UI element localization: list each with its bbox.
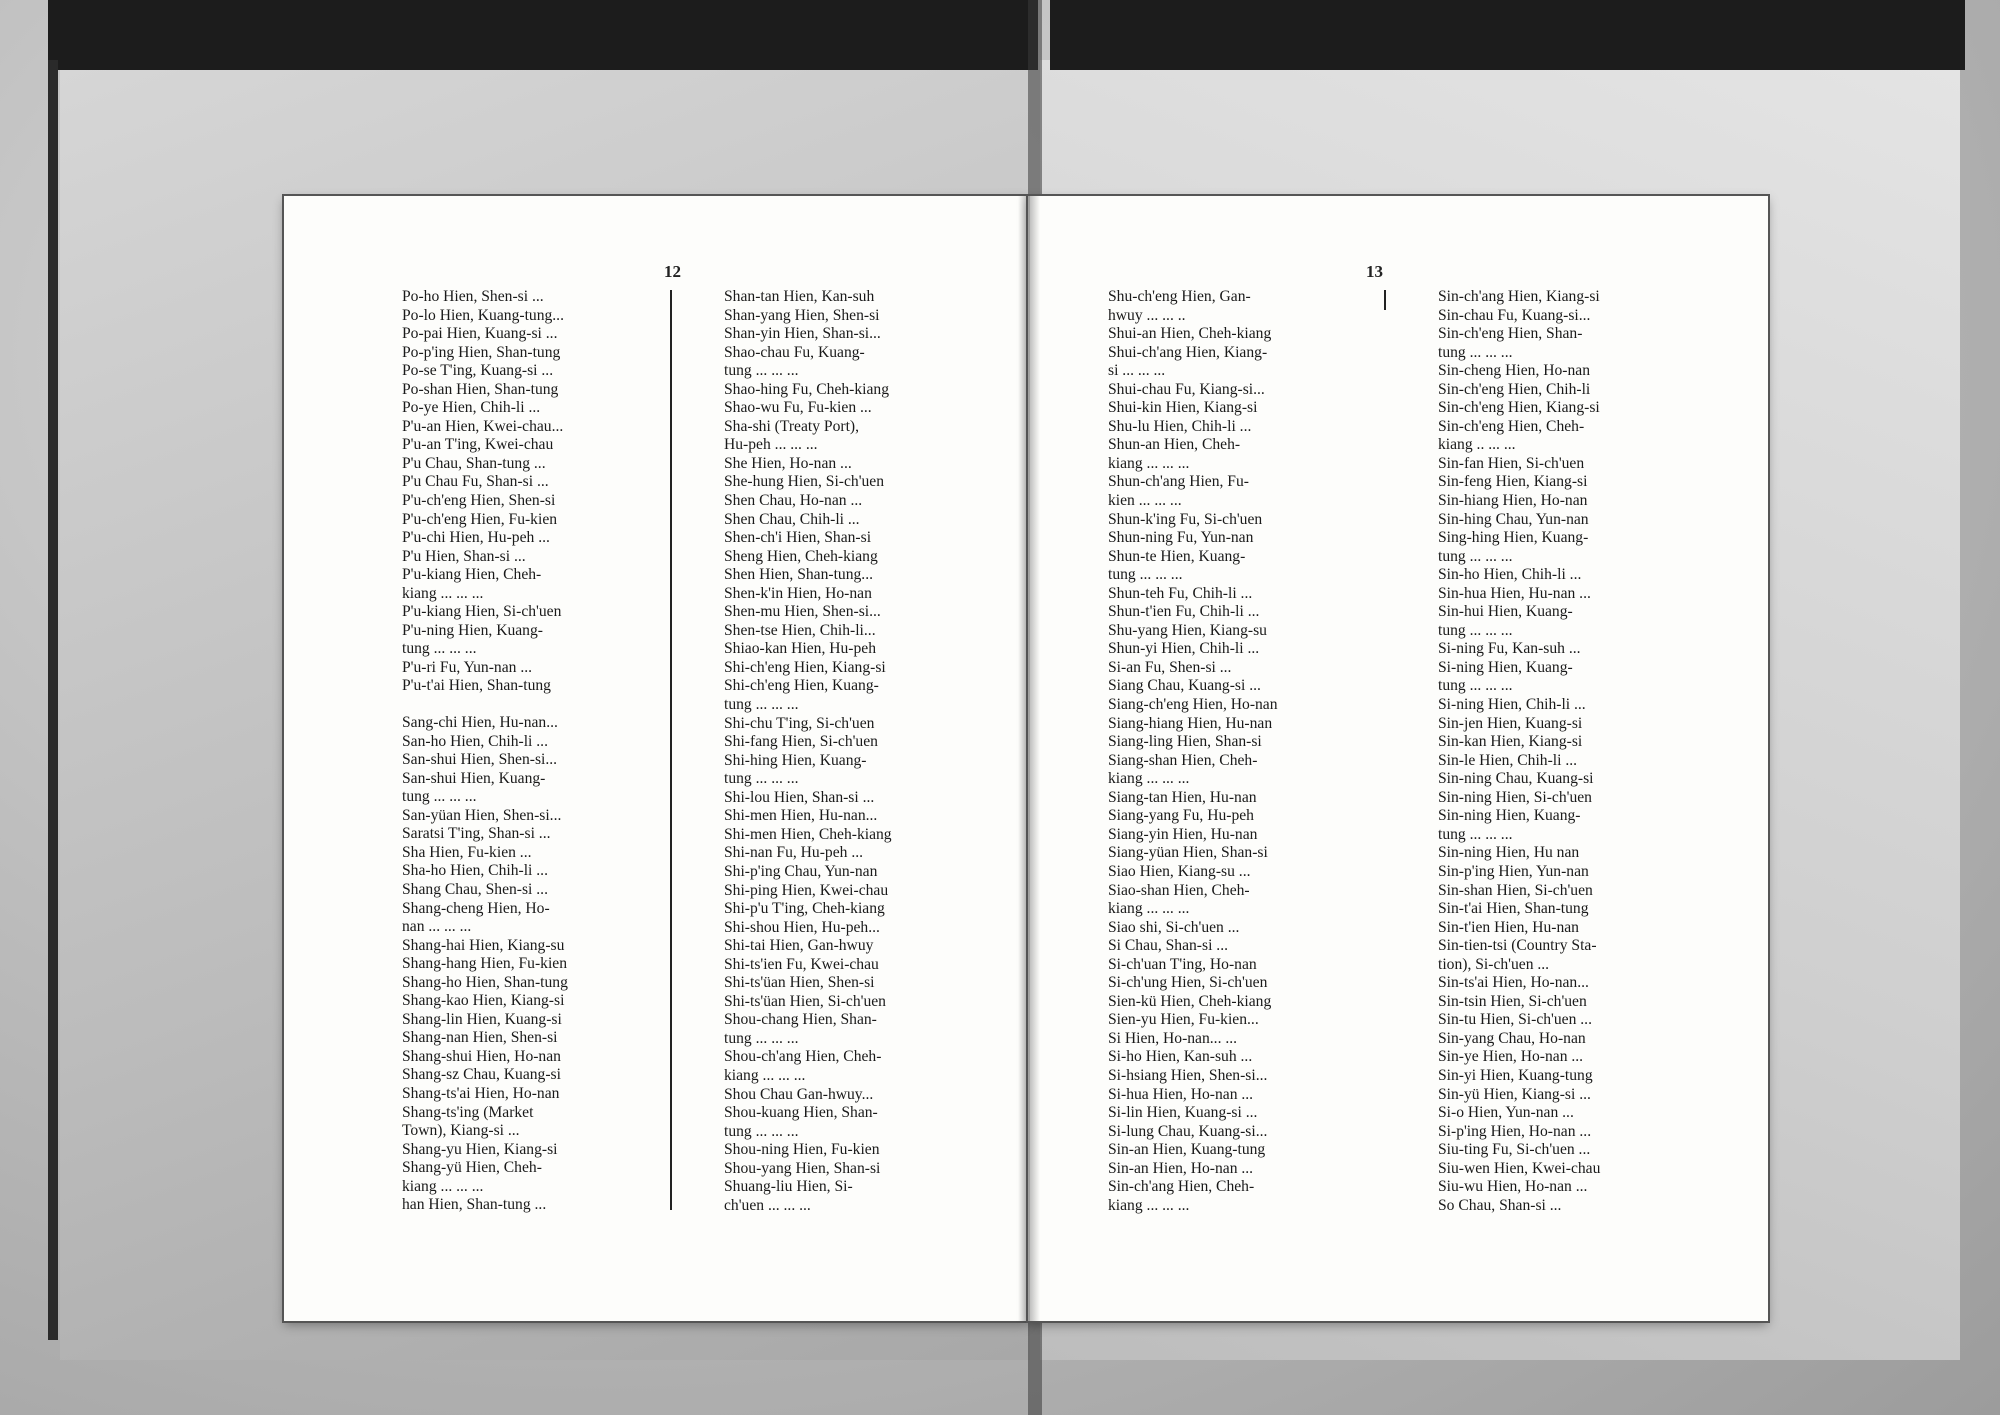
index-entry: Shang-ts'ing (Market	[402, 1103, 534, 1121]
index-entry: Shui-ch'ang Hien, Kiang-	[1108, 343, 1268, 361]
index-entry: Sheng Hien, Cheh-kiang	[724, 547, 878, 565]
index-entry: Po-lo Hien, Kuang-tung...	[402, 306, 564, 324]
index-entry: Si-p'ing Hien, Ho-nan ...	[1438, 1122, 1592, 1140]
index-entry: nan ... ... ...	[402, 918, 472, 936]
index-entry: Sien-kü Hien, Cheh-kiang	[1108, 992, 1272, 1010]
index-entry: Si-ch'ung Hien, Si-ch'uen	[1108, 974, 1268, 992]
index-entry: Siang-yin Hien, Hu-nan	[1108, 825, 1258, 843]
index-entry: Si-ho Hien, Kan-suh ...	[1108, 1048, 1253, 1066]
index-entry: Siao shi, Si-ch'uen ...	[1108, 918, 1240, 936]
index-entry: Shi-hing Hien, Kuang-	[724, 751, 867, 769]
index-entry: Sin-ch'eng Hien, Cheh-	[1438, 417, 1585, 435]
index-entry: Siao-shan Hien, Cheh-	[1108, 881, 1250, 899]
index-entry: P'u-ning Hien, Kuang-	[402, 621, 543, 639]
index-entry: Po-ye Hien, Chih-li ...	[402, 399, 541, 417]
index-entry: tung ... ... ...	[724, 696, 799, 714]
index-entry: Shi-ts'üan Hien, Si-ch'uen	[724, 992, 886, 1010]
index-entry: hwuy ... ... ..	[1108, 306, 1186, 324]
index-entry: tung ... ... ...	[1438, 547, 1513, 565]
index-entry: Shan-yang Hien, Shen-si	[724, 306, 880, 324]
page-number-right: 13	[1366, 262, 1383, 281]
index-entry: Sin-ch'eng Hien, Chih-li	[1438, 380, 1591, 398]
index-entry: Sin-hua Hien, Hu-nan ...	[1438, 584, 1591, 602]
index-entry: Hu-peh ... ... ...	[724, 436, 818, 454]
index-entry: Po-pai Hien, Kuang-si ...	[402, 325, 558, 343]
index-entry: Siang-shan Hien, Cheh-	[1108, 751, 1258, 769]
index-entry: Shi-p'u T'ing, Cheh-kiang	[724, 900, 885, 918]
index-column-4	[1438, 288, 1663, 1215]
index-entry: Sin-t'ien Hien, Hu-nan	[1438, 918, 1579, 936]
index-entry: Sin-tien-tsi (Country Sta-	[1438, 937, 1597, 955]
index-entry: si ... ... ...	[1108, 362, 1166, 380]
index-entry: Shu-yang Hien, Kiang-su	[1108, 621, 1267, 639]
column-rule-left	[670, 290, 672, 1210]
index-entry: Shang-lin Hien, Kuang-si	[402, 1010, 562, 1028]
index-entry: Siang-yüan Hien, Shan-si	[1108, 844, 1268, 862]
scan-border-top-left	[48, 0, 1038, 70]
index-entry: San-ho Hien, Chih-li ...	[402, 732, 548, 750]
index-entry: Shen Chau, Ho-nan ...	[724, 492, 863, 510]
index-entry: Sin-yi Hien, Kuang-tung	[1438, 1066, 1593, 1084]
index-entry: Shi-p'ing Chau, Yun-nan	[724, 862, 878, 880]
index-entry: Po-p'ing Hien, Shan-tung	[402, 343, 561, 361]
index-entry: tung ... ... ...	[1438, 621, 1513, 639]
index-entry: Si-hsiang Hien, Shen-si...	[1108, 1066, 1268, 1084]
index-entry: Shen-k'in Hien, Ho-nan	[724, 584, 872, 602]
index-entry: Siang-hiang Hien, Hu-nan	[1108, 714, 1273, 732]
book-gutter	[1018, 196, 1040, 1321]
index-entry: Shou Chau Gan-hwuy...	[724, 1085, 874, 1103]
index-entry: Saratsi T'ing, Shan-si ...	[402, 825, 551, 843]
index-entry: Shou-ning Hien, Fu-kien	[724, 1141, 880, 1159]
index-entry: tung ... ... ...	[1438, 677, 1513, 695]
index-entry: Shao-hing Fu, Cheh-kiang	[724, 380, 890, 398]
index-entry: tung ... ... ...	[402, 788, 477, 806]
index-column-1	[402, 288, 627, 1215]
index-entry: Sin-ye Hien, Ho-nan ...	[1438, 1048, 1584, 1066]
index-entry: Shou-chang Hien, Shan-	[724, 1011, 877, 1029]
index-entry: Shi-ch'eng Hien, Kiang-si	[724, 658, 886, 676]
index-entry: Sang-chi Hien, Hu-nan...	[402, 714, 558, 732]
index-entry: Shen-mu Hien, Shen-si...	[724, 603, 881, 621]
index-entry: Sin-an Hien, Kuang-tung	[1108, 1141, 1266, 1159]
index-entry: P'u Chau, Shan-tung ...	[402, 454, 546, 472]
index-entry: Shou-kuang Hien, Shan-	[724, 1104, 878, 1122]
index-entry: Si-ch'uan T'ing, Ho-nan	[1108, 955, 1257, 973]
index-entry: Sin-tsin Hien, Si-ch'uen	[1438, 992, 1587, 1010]
index-entry: kien ... ... ...	[1108, 492, 1182, 510]
index-entry: P'u-ch'eng Hien, Shen-si	[402, 492, 556, 510]
index-entry: Shi-ping Hien, Kwei-chau	[724, 881, 889, 899]
index-entry: San-yüan Hien, Shen-si...	[402, 806, 562, 824]
index-entry: Sing-hing Hien, Kuang-	[1438, 529, 1589, 547]
index-entry: Shu-lu Hien, Chih-li ...	[1108, 417, 1252, 435]
index-entry: Si-ning Hien, Chih-li ...	[1438, 696, 1586, 714]
index-entry: Sin-jen Hien, Kuang-si	[1438, 714, 1583, 732]
index-entry: Siang-tan Hien, Hu-nan	[1108, 788, 1257, 806]
index-entry: kiang .. ... ...	[1438, 436, 1516, 454]
index-entry: Shen Hien, Shan-tung...	[724, 566, 873, 584]
index-entry: She-hung Hien, Si-ch'uen	[724, 473, 885, 491]
index-entry: Shi-nan Fu, Hu-peh ...	[724, 844, 864, 862]
index-entry: So Chau, Shan-si ...	[1438, 1196, 1562, 1214]
index-entry: kiang ... ... ...	[1108, 900, 1190, 918]
index-entry: tung ... ... ...	[1108, 566, 1183, 584]
index-entry: Shu-ch'eng Hien, Gan-	[1108, 288, 1251, 305]
index-entry: Shi-shou Hien, Hu-peh...	[724, 918, 880, 936]
index-entry: Sin-yü Hien, Kiang-si ...	[1438, 1085, 1591, 1103]
index-entry: San-shui Hien, Shen-si...	[402, 751, 558, 769]
index-entry: Shan-tan Hien, Kan-suh	[724, 288, 875, 305]
index-entry: Shang-hai Hien, Kiang-su	[402, 936, 565, 954]
index-entry: Shang-yu Hien, Kiang-si	[402, 1140, 558, 1158]
index-entry: Sin-tu Hien, Si-ch'uen ...	[1438, 1011, 1592, 1029]
index-entry: tung ... ... ...	[1438, 825, 1513, 843]
index-entry: Sin-feng Hien, Kiang-si	[1438, 473, 1588, 491]
index-entry: Sin-ch'ang Hien, Kiang-si	[1438, 288, 1600, 305]
index-entry: Shi-ts'ien Fu, Kwei-chau	[724, 955, 879, 973]
index-entry: Shou-ch'ang Hien, Cheh-	[724, 1048, 882, 1066]
index-entry: Sin-shan Hien, Si-ch'uen	[1438, 881, 1593, 899]
index-entry: Sin-yang Chau, Ho-nan	[1438, 1029, 1586, 1047]
index-entry: Siao Hien, Kiang-su ...	[1108, 862, 1251, 880]
index-entry: tung ... ... ...	[402, 640, 477, 658]
index-entry: P'u-kiang Hien, Cheh-	[402, 566, 542, 584]
index-entry: P'u-chi Hien, Hu-peh ...	[402, 529, 550, 547]
index-entry: Sin-le Hien, Chih-li ...	[1438, 751, 1578, 769]
index-entry: Sin-ts'ai Hien, Ho-nan...	[1438, 974, 1589, 992]
entry-gap	[402, 696, 627, 714]
index-entry: Sin-chau Fu, Kuang-si...	[1438, 306, 1591, 324]
index-entry: Sin-ch'eng Hien, Shan-	[1438, 325, 1583, 343]
index-entry: P'u-an Hien, Kwei-chau...	[402, 417, 564, 435]
index-entry: Shang-nan Hien, Shen-si	[402, 1029, 558, 1047]
index-entry: Shi-chu T'ing, Si-ch'uen	[724, 714, 875, 732]
index-entry: Shang-ts'ai Hien, Ho-nan	[402, 1084, 560, 1102]
index-entry: Shi-ch'eng Hien, Kuang-	[724, 677, 879, 695]
index-entry: Shun-teh Fu, Chih-li ...	[1108, 584, 1253, 602]
index-entry: Shui-an Hien, Cheh-kiang	[1108, 325, 1272, 343]
index-entry: Si-lin Hien, Kuang-si ...	[1108, 1104, 1258, 1122]
index-entry: Sin-ch'ang Hien, Cheh-	[1108, 1178, 1255, 1196]
index-entry: P'u-ri Fu, Yun-nan ...	[402, 658, 533, 676]
index-entry: Shui-kin Hien, Kiang-si	[1108, 399, 1258, 417]
index-entry: tung ... ... ...	[724, 1122, 799, 1140]
index-entry: Sin-an Hien, Ho-nan ...	[1108, 1159, 1254, 1177]
index-entry: Shang-kao Hien, Kiang-si	[402, 992, 565, 1010]
index-entry: Shao-wu Fu, Fu-kien ...	[724, 399, 872, 417]
index-entry: Si-hua Hien, Ho-nan ...	[1108, 1085, 1254, 1103]
index-entry: Po-ho Hien, Shen-si ...	[402, 288, 544, 305]
index-column-3	[1108, 288, 1333, 1215]
index-entry: Si-lung Chau, Kuang-si...	[1108, 1122, 1268, 1140]
index-entry: kiang ... ... ...	[1108, 454, 1190, 472]
index-entry: Shun-te Hien, Kuang-	[1108, 547, 1246, 565]
index-column-2	[724, 288, 949, 1215]
index-entry: Sha-ho Hien, Chih-li ...	[402, 862, 548, 880]
index-entry: Shang-yü Hien, Cheh-	[402, 1159, 542, 1177]
index-entry: Shun-yi Hien, Chih-li ...	[1108, 640, 1260, 658]
index-entry: Siang-ch'eng Hien, Ho-nan	[1108, 696, 1278, 714]
index-entry: Shi-men Hien, Cheh-kiang	[724, 825, 892, 843]
index-entry: Shi-ts'üan Hien, Shen-si	[724, 974, 875, 992]
index-entry: She Hien, Ho-nan ...	[724, 454, 852, 472]
index-entry: Shi-men Hien, Hu-nan...	[724, 807, 878, 825]
index-entry: Shang Chau, Shen-si ...	[402, 880, 548, 898]
index-entry: Sin-t'ai Hien, Shan-tung	[1438, 900, 1589, 918]
index-entry: tung ... ... ...	[1438, 343, 1513, 361]
index-entry: Shen-ch'i Hien, Shan-si	[724, 529, 872, 547]
page-number-left: 12	[664, 262, 681, 281]
index-entry: Sin-ho Hien, Chih-li ...	[1438, 566, 1582, 584]
index-entry: han Hien, Shan-tung ...	[402, 1196, 547, 1214]
index-entry: Shi-tai Hien, Gan-hwuy	[724, 937, 874, 955]
index-entry: Town), Kiang-si ...	[402, 1122, 520, 1140]
index-entry: Si Chau, Shan-si ...	[1108, 937, 1228, 955]
index-entry: Sin-hiang Hien, Ho-nan	[1438, 492, 1588, 510]
scan-border-left	[48, 60, 58, 1340]
index-entry: Shan-yin Hien, Shan-si...	[724, 325, 881, 343]
index-entry: Shen Chau, Chih-li ...	[724, 510, 860, 528]
index-entry: Shun-k'ing Fu, Si-ch'uen	[1108, 510, 1263, 528]
index-entry: kiang ... ... ...	[402, 584, 484, 602]
index-entry: P'u Hien, Shan-si ...	[402, 547, 526, 565]
index-entry: ch'uen ... ... ...	[724, 1196, 811, 1214]
index-entry: Si-ning Hien, Kuang-	[1438, 658, 1573, 676]
index-entry: P'u-an T'ing, Kwei-chau	[402, 436, 554, 454]
index-entry: Sin-ning Hien, Kuang-	[1438, 807, 1581, 825]
index-entry: Sha-shi (Treaty Port),	[724, 417, 859, 435]
index-entry: Si Hien, Ho-nan... ...	[1108, 1029, 1238, 1047]
index-entry: Shun-ning Fu, Yun-nan	[1108, 529, 1254, 547]
index-entry: Shen-tse Hien, Chih-li...	[724, 621, 876, 639]
index-entry: Shui-chau Fu, Kiang-si...	[1108, 380, 1265, 398]
index-entry: Shun-ch'ang Hien, Fu-	[1108, 473, 1249, 491]
index-entry: Siang Chau, Kuang-si ...	[1108, 677, 1261, 695]
index-entry: kiang ... ... ...	[1108, 1196, 1190, 1214]
index-entry: P'u Chau Fu, Shan-si ...	[402, 473, 549, 491]
index-entry: Po-se T'ing, Kuang-si ...	[402, 362, 554, 380]
index-entry: Shao-chau Fu, Kuang-	[724, 343, 865, 361]
index-entry: Sin-ch'eng Hien, Kiang-si	[1438, 399, 1600, 417]
index-entry: Sin-cheng Hien, Ho-nan	[1438, 362, 1591, 380]
index-entry: Siu-wen Hien, Kwei-chau	[1438, 1159, 1601, 1177]
index-entry: Sin-ning Chau, Kuang-si	[1438, 770, 1594, 788]
index-entry: Shang-sz Chau, Kuang-si	[402, 1066, 561, 1084]
index-entry: Po-shan Hien, Shan-tung	[402, 380, 559, 398]
index-entry: kiang ... ... ...	[724, 1066, 806, 1084]
index-entry: kiang ... ... ...	[1108, 770, 1190, 788]
column-rule-right	[1384, 290, 1386, 310]
index-entry: Shun-t'ien Fu, Chih-li ...	[1108, 603, 1260, 621]
index-entry: Shun-an Hien, Cheh-	[1108, 436, 1241, 454]
index-entry: Shang-shui Hien, Ho-nan	[402, 1047, 561, 1065]
index-entry: Sha Hien, Fu-kien ...	[402, 843, 532, 861]
index-entry: Siang-ling Hien, Shan-si	[1108, 733, 1262, 751]
index-entry: tion), Si-ch'uen ...	[1438, 955, 1550, 973]
index-entry: Sin-hui Hien, Kuang-	[1438, 603, 1573, 621]
index-entry: Shang-cheng Hien, Ho-	[402, 899, 550, 917]
index-entry: Siu-ting Fu, Si-ch'uen ...	[1438, 1141, 1591, 1159]
index-entry: P'u-kiang Hien, Si-ch'uen	[402, 603, 562, 621]
index-entry: San-shui Hien, Kuang-	[402, 769, 546, 787]
index-entry: Shi-fang Hien, Si-ch'uen	[724, 733, 878, 751]
index-entry: Sin-p'ing Hien, Yun-nan	[1438, 862, 1589, 880]
index-entry: Sin-kan Hien, Kiang-si	[1438, 733, 1583, 751]
index-entry: Sin-fan Hien, Si-ch'uen	[1438, 454, 1585, 472]
index-entry: Sien-yu Hien, Fu-kien...	[1108, 1011, 1259, 1029]
index-entry: Shou-yang Hien, Shan-si	[724, 1159, 881, 1177]
index-entry: Siang-yang Fu, Hu-peh	[1108, 807, 1254, 825]
index-entry: Sin-ning Hien, Si-ch'uen	[1438, 788, 1592, 806]
index-entry: Shiao-kan Hien, Hu-peh	[724, 640, 877, 658]
index-entry: Shuang-liu Hien, Si-	[724, 1178, 853, 1196]
scan-border-top-right	[1050, 0, 1965, 70]
index-entry: Sin-hing Chau, Yun-nan	[1438, 510, 1589, 528]
index-entry: tung ... ... ...	[724, 362, 799, 380]
index-entry: P'u-t'ai Hien, Shan-tung	[402, 677, 551, 695]
index-entry: Shi-lou Hien, Shan-si ...	[724, 788, 875, 806]
index-entry: P'u-ch'eng Hien, Fu-kien	[402, 510, 558, 528]
index-entry: Si-o Hien, Yun-nan ...	[1438, 1104, 1574, 1122]
index-entry: kiang ... ... ...	[402, 1177, 484, 1195]
index-entry: tung ... ... ...	[724, 1029, 799, 1047]
index-entry: Shang-hang Hien, Fu-kien	[402, 955, 568, 973]
index-entry: Si-an Fu, Shen-si ...	[1108, 658, 1232, 676]
index-entry: tung ... ... ...	[724, 770, 799, 788]
index-entry: Si-ning Fu, Kan-suh ...	[1438, 640, 1581, 658]
index-entry: Siu-wu Hien, Ho-nan ...	[1438, 1178, 1588, 1196]
index-entry: Shang-ho Hien, Shan-tung	[402, 973, 568, 991]
index-entry: Sin-ning Hien, Hu nan	[1438, 844, 1580, 862]
